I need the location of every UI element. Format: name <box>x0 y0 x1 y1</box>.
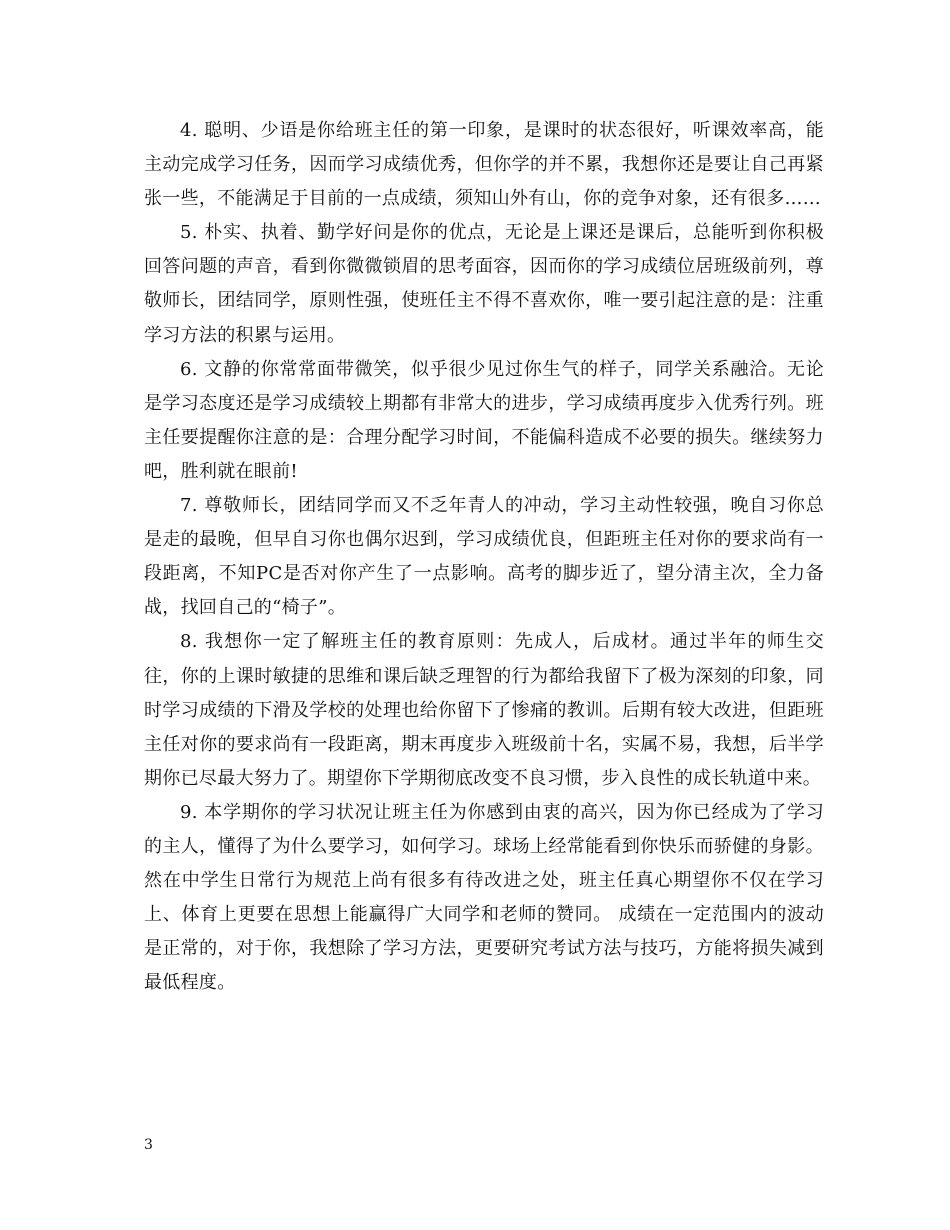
document-body <box>144 114 824 1000</box>
comment-paragraph-4: 4. 聪明、少语是你给班主任的第一印象，是课时的状态很好，听课效率高，能主动完成学习任务，因而学习成绩优秀，但你学的并不累，我想你还是要让自己再紧张一些，不能满足于目前的一点成绩，须知山外有山，你的竞争对象，还有很多…… <box>144 120 824 210</box>
comment-paragraph-5: 5. 朴实、执着、勤学好问是你的优点，无论是上课还是课后，总能听到你积极回答问题的声音，看到你微微锁眉的思考面容，因而你的学习成绩位居班级前列，尊敬师长，团结同学，原则性强，使班任主不得不喜欢你，唯一要引起注意的是：注重学习方法的积累与运用。 <box>144 222 824 346</box>
comment-paragraph-6: 6. 文静的你常常面带微笑，似乎很少见过你生气的样子，同学关系融洽。无论是学习态度还是学习成绩较上期都有非常大的进步，学习成绩再度步入优秀行列。班主任要提醒你注意的是：合理分配学习时间，不能偏科造成不必要的损失。继续努力吧，胜利就在眼前! <box>144 358 824 482</box>
comment-paragraph-7: 7. 尊敬师长，团结同学而又不乏年青人的冲动，学习主动性较强，晚自习你总是走的最晚，但早自习你也偶尔迟到，学习成绩优良，但距班主任对你的要求尚有一段距离，不知PC是否对你产生了一点影响。高考的脚步近了，望分清主次，全力备战，找回自己的“椅子”。 <box>144 495 824 619</box>
page-number: 3 <box>144 1137 153 1153</box>
comment-paragraph-9: 9. 本学期你的学习状况让班主任为你感到由衷的高兴，因为你已经成为了学习的主人，懂得了为什么要学习，如何学习。球场上经常能看到你快乐而骄健的身影。然在中学生日常行为规范上尚有很多有待改进之处，班主任真心期望你不仅在学习上、体育上更要在思想上能赢得广大同学和老师的赞同。 成绩在一定范围内的波动是正常的，对于你，我想除了学习方法，更要研究考试方法与技巧，方能将损失减到最低程度。 <box>144 801 824 994</box>
comment-paragraph-8: 8. 我想你一定了解班主任的教育原则：先成人，后成材。通过半年的师生交往，你的上课时敏捷的思维和课后缺乏理智的行为都给我留下了极为深刻的印象，同时学习成绩的下滑及学校的处理也给你留下了惨痛的教训。后期有较大改进，但距班主任对你的要求尚有一段距离，期末再度步入班级前十名，实属不易，我想，后半学期你已尽最大努力了。期望你下学期彻底改变不良习惯，步入良性的成长轨道中来。 <box>144 631 824 789</box>
